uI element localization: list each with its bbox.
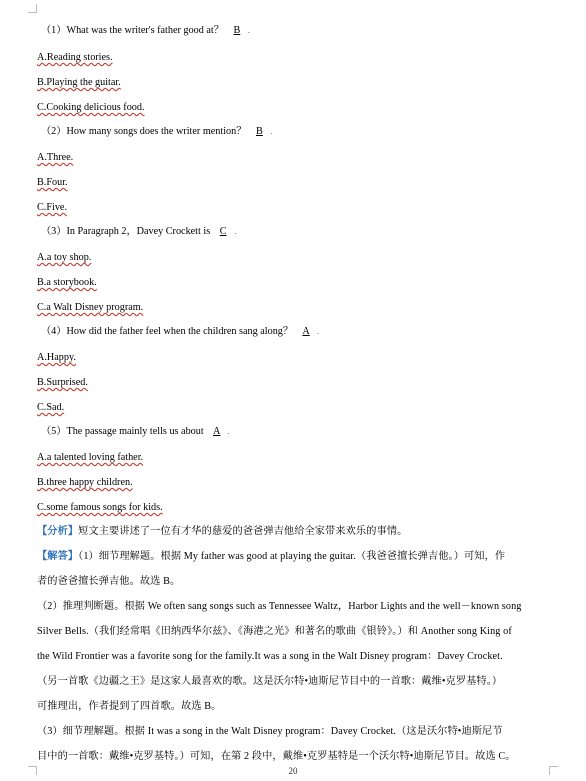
question-3-option-b: B.a storybook.	[37, 277, 97, 288]
question-3-stem: （3）In Paragraph 2，Davey Crockett is C .	[41, 226, 237, 237]
question-2-option-b: B.Four.	[37, 177, 68, 188]
question-4-option-b: B.Surprised.	[37, 377, 88, 388]
question-1-stem: （1）What was the writer's father good at？ B .	[41, 25, 250, 36]
question-1-option-a: A.Reading stories.	[37, 52, 113, 63]
solution-line-7: 可推理出，作者提到了四首歌。故选 B。	[37, 701, 222, 712]
question-2-stem: （2）How many songs does the writer mention？ B .	[41, 126, 273, 137]
page-number: 20	[288, 766, 298, 776]
question-3-answer: C	[219, 226, 227, 237]
question-1-answer: B	[233, 25, 241, 36]
solution-line-8: （3）细节理解题。根据 It was a song in the Walt Disney program：Davey Crocket.（这是沃尔特•迪斯尼节	[37, 726, 503, 737]
question-1-option-c: C.Cooking delicious food.	[37, 102, 145, 113]
question-2-option-c: C.Five.	[37, 202, 68, 213]
analysis-tag: 【分析】	[37, 526, 79, 537]
question-4-option-a: A.Happy.	[37, 352, 76, 363]
question-4-answer: A	[302, 326, 310, 337]
analysis-paragraph: 【分析】短文主要讲述了一位有才华的慈爱的爸爸弹吉他给全家带来欢乐的事情。	[37, 526, 408, 537]
solution-line-4: Silver Bells.（我们经常唱《田纳西华尔兹》、《海港之光》和著名的歌曲《银铃》。）和 Another song King of	[37, 626, 512, 637]
question-5-stem: （5）The passage mainly tells us about A .	[41, 426, 230, 437]
question-2-answer: B	[256, 126, 263, 137]
solution-line-9: 目中的一首歌：戴维•克罗基特。）可知，在第 2 段中，戴维•克罗基特是一个沃尔特•迪斯尼节目。故选 C。	[37, 751, 516, 762]
question-5-option-b: B.three happy children.	[37, 477, 133, 488]
question-4-option-c: C.Sad.	[37, 402, 65, 413]
solution-line-2: 者的爸爸擅长弹吉他。故选 B。	[37, 576, 181, 587]
question-5-answer: A	[213, 426, 221, 437]
solution-line-1: 【解答】（1）细节理解题。根据 My father was good at playing the guitar.（我爸爸擅长弹吉他。）可知，作	[37, 551, 506, 562]
question-4-stem: （4）How did the father feel when the children sang along？ A .	[41, 326, 320, 337]
crop-mark-top-left	[28, 4, 37, 13]
solution-line-6: （另一首歌《边疆之王》是这家人最喜欢的歌。这是沃尔特•迪斯尼节目中的一首歌：戴维•克罗基特。）	[37, 676, 503, 687]
question-5-option-c: C.some famous songs for kids.	[37, 502, 163, 513]
solution-tag: 【解答】	[37, 551, 79, 562]
question-3-option-a: A.a toy shop.	[37, 252, 92, 263]
question-1-option-b: B.Playing the guitar.	[37, 77, 121, 88]
question-3-option-c: C.a Walt Disney program.	[37, 302, 144, 313]
solution-line-3: （2）推理判断题。根据 We often sang songs such as Tennessee Waltz，Harbor Lights and the well－known song	[37, 601, 522, 612]
solution-line-5: the Wild Frontier was a favorite song for the family.It was a song in the Walt Disney program：Davey Crocket.	[37, 651, 503, 662]
question-2-option-a: A.Three.	[37, 152, 74, 163]
question-5-option-a: A.a talented loving father.	[37, 452, 144, 463]
